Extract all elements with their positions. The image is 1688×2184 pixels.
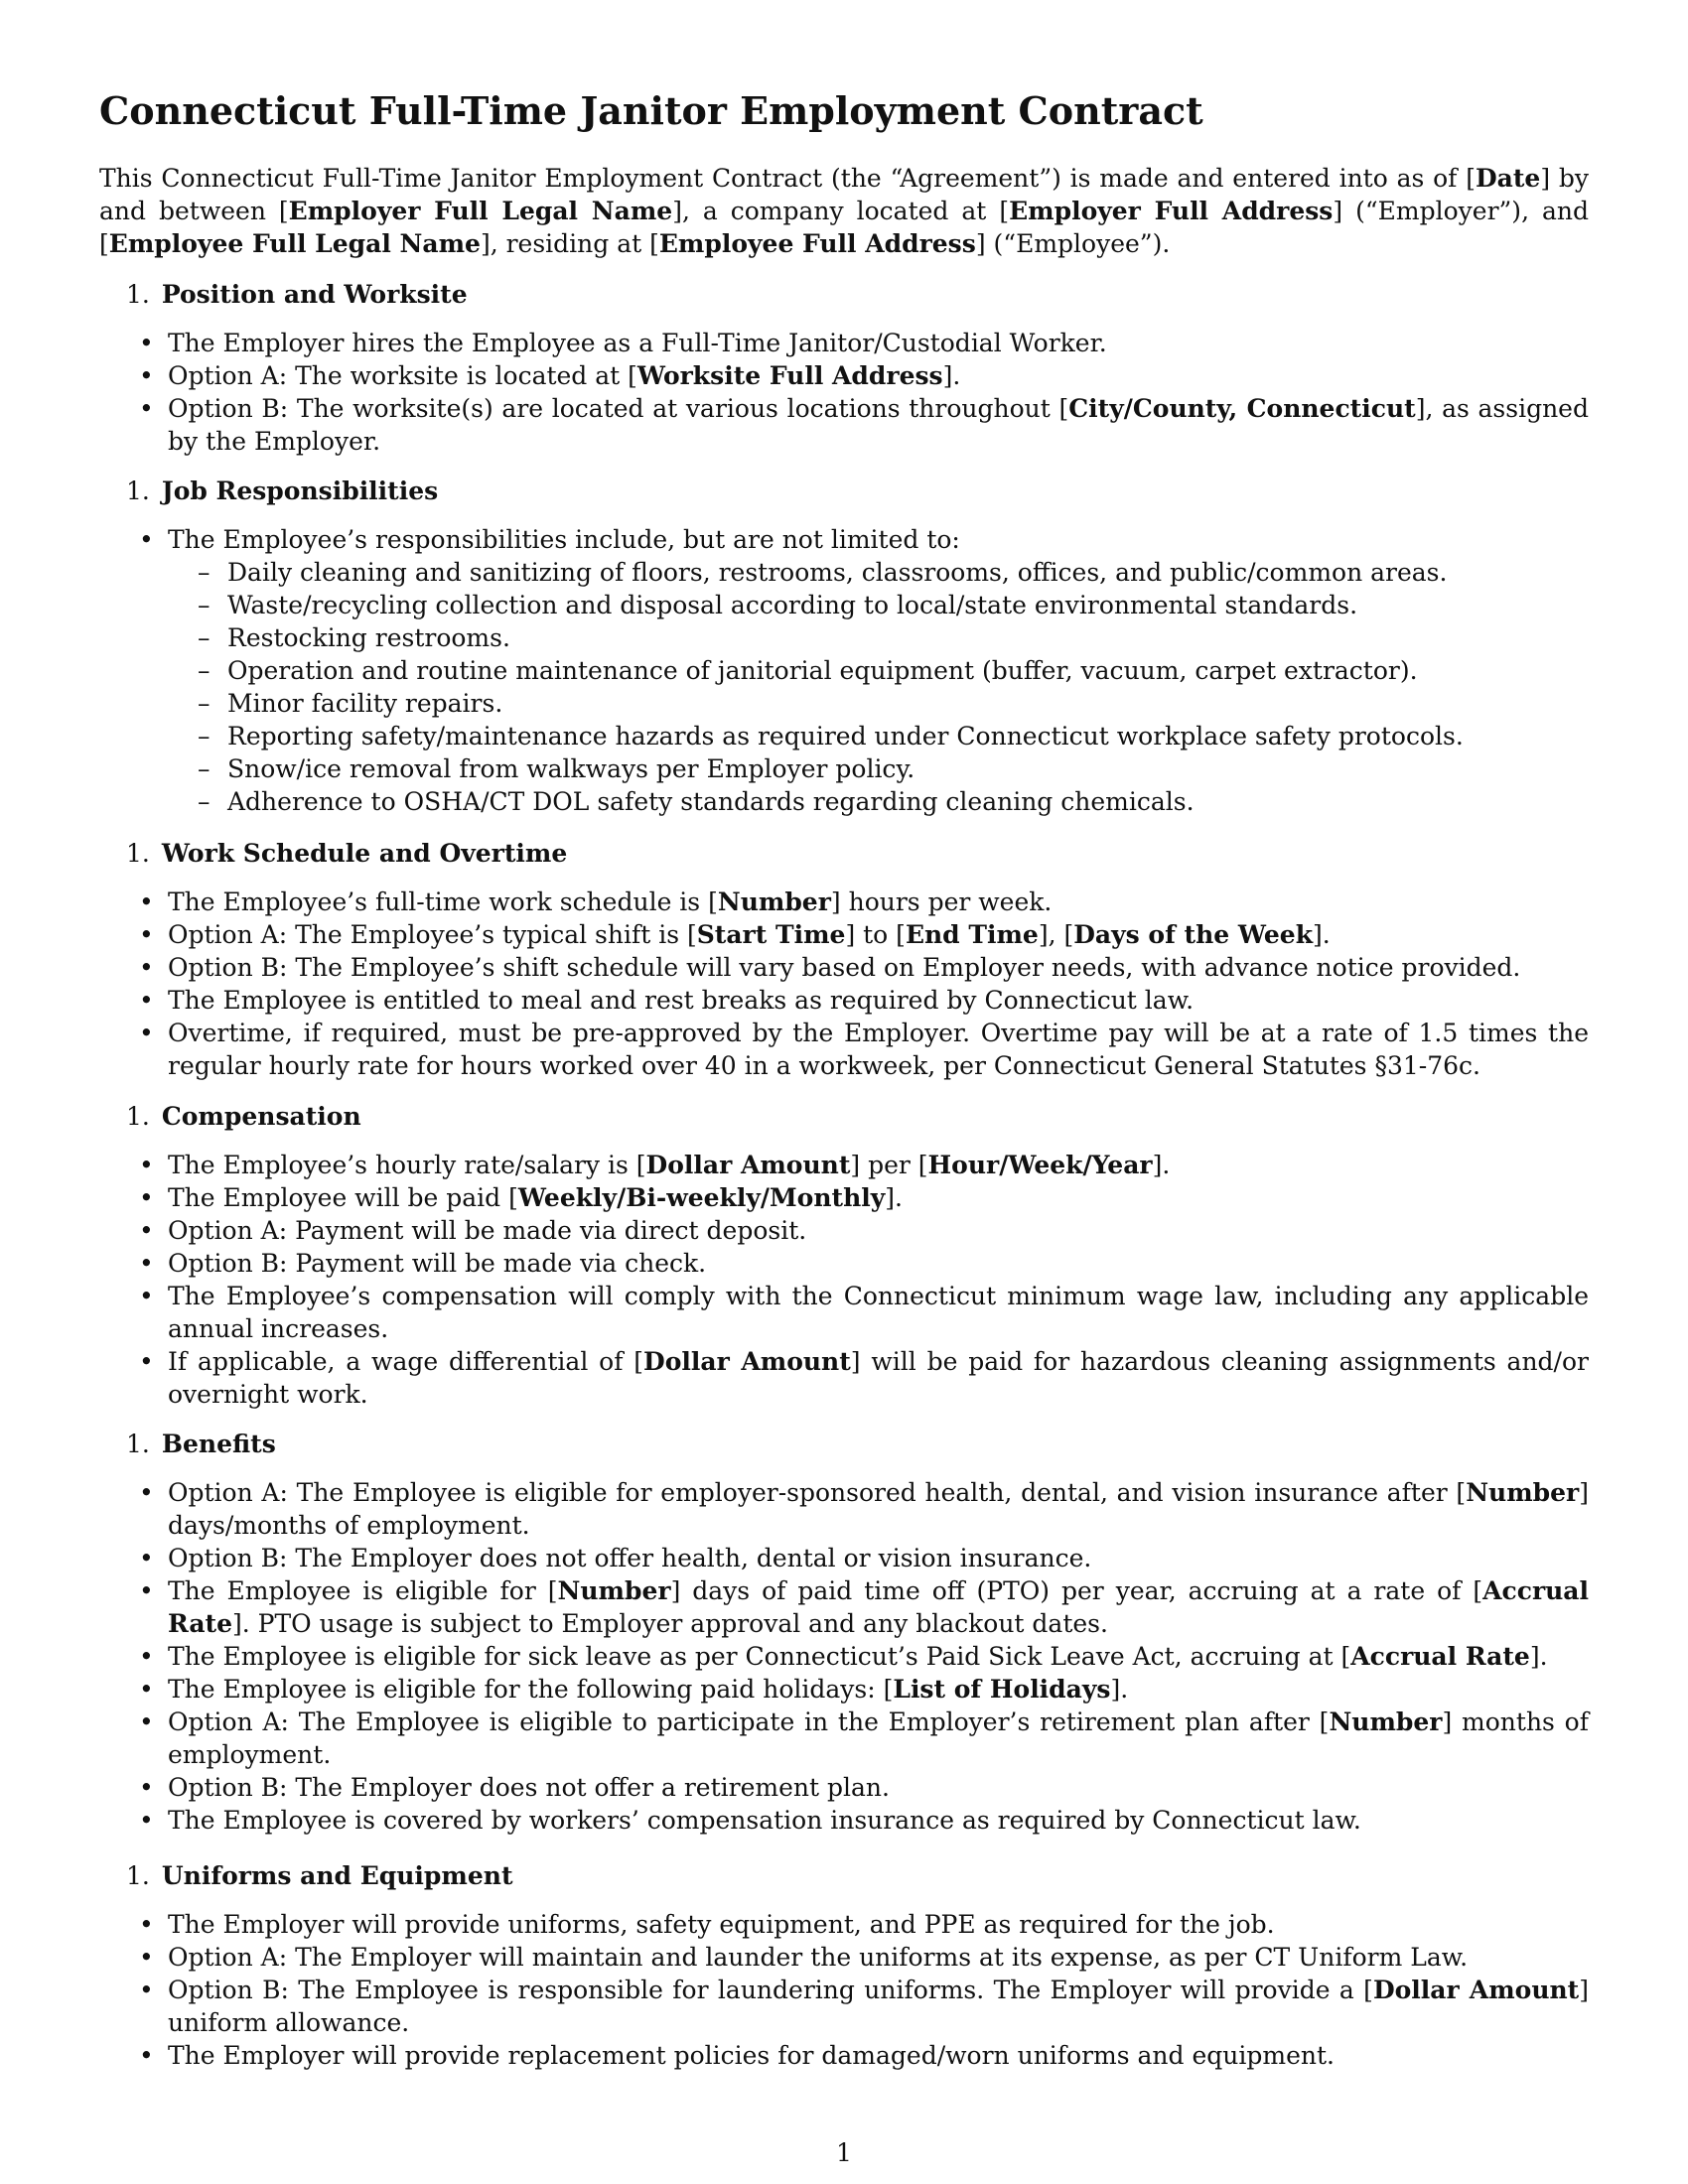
list-item xyxy=(99,1149,1589,1181)
item-placeholder: Accrual Rate xyxy=(1350,1642,1530,1671)
item-text: ] per [ xyxy=(850,1151,928,1179)
item-text: Overtime, if required, must be pre-approved by the Employer. Overtime pay will be at a rate of 1.5 times the regular hourly rate for hours worked over 40 in a workweek, per Connecticut General Statutes §31-76c. xyxy=(168,1019,1589,1080)
placeholder-employee-address: Employee Full Address xyxy=(658,229,976,258)
item-text: ] uniform allowance. xyxy=(168,1976,1589,2037)
item-text: ]. xyxy=(1110,1675,1129,1704)
item-text: ] hours per week. xyxy=(830,887,1053,916)
item-text: Option A: The Employee’s typical shift is [ xyxy=(168,920,697,949)
item-text: The Employer will provide uniforms, safety equipment, and PPE as required for the job. xyxy=(168,1910,1275,1939)
placeholder-employer-name: Employer Full Legal Name xyxy=(288,197,673,225)
item-text: The Employee is entitled to meal and rest breaks as required by Connecticut law. xyxy=(168,986,1195,1015)
item-text: Option A: The worksite is located at [ xyxy=(168,361,637,390)
item-placeholder: Days of the Week xyxy=(1073,920,1314,949)
section-position-worksite xyxy=(99,278,1589,458)
item-text: The Employee is covered by workers’ compensation insurance as required by Connecticut law. xyxy=(168,1806,1361,1835)
section-compensation xyxy=(99,1100,1589,1411)
item-text: ]. PTO usage is subject to Employer approval and any blackout dates. xyxy=(232,1609,1108,1638)
item-placeholder: End Time xyxy=(905,920,1039,949)
item-placeholder: Hour/Week/Year xyxy=(927,1151,1153,1179)
section-title: Uniforms and Equipment xyxy=(161,1861,513,1890)
sub-list-item: – Snow/ice removal from walkways per Employer policy. xyxy=(168,752,1589,785)
section-title: Position and Worksite xyxy=(161,280,468,309)
item-text: The Employer will provide replacement policies for damaged/worn uniforms and equipment. xyxy=(168,2041,1335,2070)
sub-list-item: – Minor facility repairs. xyxy=(168,687,1589,720)
list-item xyxy=(99,1941,1589,1974)
item-text: Option A: The Employee is eligible for employer-sponsored health, dental, and vision insurance after [ xyxy=(168,1478,1467,1507)
document-page xyxy=(99,0,1589,2184)
item-text: ]. xyxy=(885,1183,903,1212)
section-benefits xyxy=(99,1428,1589,1837)
intro-text: ] (“Employee”). xyxy=(975,229,1171,258)
item-text: The Employee’s responsibilities include, but are not limited to: xyxy=(168,525,960,554)
item-placeholder: City/County, Connecticut xyxy=(1068,394,1416,423)
item-text: ]. xyxy=(1152,1151,1171,1179)
section-uniforms-equipment xyxy=(99,1859,1589,2072)
item-placeholder: Dollar Amount xyxy=(645,1151,851,1179)
sub-list-item: – Restocking restrooms. xyxy=(168,621,1589,654)
section-heading xyxy=(99,278,1589,311)
list-item xyxy=(99,1574,1589,1640)
item-text: Option A: Payment will be made via direct deposit. xyxy=(168,1216,807,1245)
placeholder-employer-address: Employer Full Address xyxy=(1009,197,1334,225)
list-item xyxy=(99,1181,1589,1214)
item-text: ] days/months of employment. xyxy=(168,1478,1589,1540)
item-text: ]. xyxy=(1529,1642,1548,1671)
item-text: The Employee will be paid [ xyxy=(168,1183,518,1212)
list-item xyxy=(99,1771,1589,1804)
list-item xyxy=(99,1706,1589,1771)
list-item xyxy=(99,2039,1589,2072)
section-heading xyxy=(99,1428,1589,1460)
intro-text: This Connecticut Full-Time Janitor Employment Contract (the “Agreement”) is made and entered into as of [ xyxy=(99,164,1476,193)
item-text: ]. xyxy=(1313,920,1331,949)
item-text: ] will be paid for hazardous cleaning assignments and/or overnight work. xyxy=(168,1347,1589,1409)
item-placeholder: Worksite Full Address xyxy=(636,361,943,390)
section-work-schedule xyxy=(99,837,1589,1082)
section-title: Job Responsibilities xyxy=(161,477,439,505)
section-heading xyxy=(99,1859,1589,1892)
list-item xyxy=(99,392,1589,458)
section-number: 1. xyxy=(126,839,150,868)
item-placeholder: Number xyxy=(557,1576,671,1605)
item-text: Option B: The Employer does not offer health, dental or vision insurance. xyxy=(168,1544,1092,1572)
document-title: Connecticut Full-Time Janitor Employment Contract xyxy=(99,88,1203,133)
section-heading xyxy=(99,837,1589,870)
intro-text: ], a company located at [ xyxy=(672,197,1010,225)
list-item xyxy=(99,1214,1589,1247)
sub-list-item: – Adherence to OSHA/CT DOL safety standards regarding cleaning chemicals. xyxy=(168,785,1589,818)
list-item xyxy=(99,1908,1589,1941)
bullet-list xyxy=(99,327,1589,458)
item-text: Option B: The Employer does not offer a retirement plan. xyxy=(168,1773,890,1802)
item-text: Option B: The Employee’s shift schedule will vary based on Employer needs, with advance notice provided. xyxy=(168,953,1521,982)
list-item xyxy=(99,984,1589,1017)
sub-list-item: – Operation and routine maintenance of janitorial equipment (buffer, vacuum, carpet extractor). xyxy=(168,654,1589,687)
intro-text: ] (“Employer”), and [ xyxy=(99,197,1589,258)
list-item xyxy=(99,359,1589,392)
list-item xyxy=(99,1247,1589,1280)
list-item xyxy=(99,1345,1589,1411)
bullet-list xyxy=(99,523,1589,818)
list-item xyxy=(99,1673,1589,1706)
item-text: ] to [ xyxy=(845,920,906,949)
section-heading xyxy=(99,1100,1589,1133)
item-placeholder: Number xyxy=(1466,1478,1580,1507)
item-placeholder: Number xyxy=(717,887,831,916)
list-item xyxy=(99,1280,1589,1345)
intro-text: ], residing at [ xyxy=(480,229,659,258)
item-text: The Employee is eligible for [ xyxy=(168,1576,558,1605)
placeholder-date: Date xyxy=(1475,164,1541,193)
bullet-list xyxy=(99,1149,1589,1411)
section-number: 1. xyxy=(126,1102,150,1131)
intro-text: ] by and between [ xyxy=(99,164,1590,225)
placeholder-employee-name: Employee Full Legal Name xyxy=(108,229,481,258)
item-placeholder: List of Holidays xyxy=(893,1675,1111,1704)
list-item xyxy=(99,1476,1589,1542)
item-text: Option B: The worksite(s) are located at various locations throughout [ xyxy=(168,394,1069,423)
list-item xyxy=(99,1017,1589,1082)
item-placeholder: Weekly/Bi-weekly/Monthly xyxy=(517,1183,886,1212)
list-item xyxy=(99,951,1589,984)
item-placeholder: Number xyxy=(1329,1707,1443,1736)
page-number: 1 xyxy=(836,2138,852,2167)
item-text: If applicable, a wage differential of [ xyxy=(168,1347,644,1376)
section-number: 1. xyxy=(126,280,150,309)
item-text: Option A: The Employer will maintain and launder the uniforms at its expense, as per CT Uniform Law. xyxy=(168,1943,1469,1972)
section-job-responsibilities xyxy=(99,475,1589,818)
list-item xyxy=(99,523,1589,818)
list-item xyxy=(99,886,1589,918)
item-text: The Employee is eligible for sick leave as per Connecticut’s Paid Sick Leave Act, accruing at [ xyxy=(168,1642,1351,1671)
item-placeholder: Dollar Amount xyxy=(643,1347,851,1376)
list-item xyxy=(99,1640,1589,1673)
item-text: ] days of paid time off (PTO) per year, accruing at a rate of [ xyxy=(670,1576,1483,1605)
item-text: ]. xyxy=(942,361,961,390)
section-heading xyxy=(99,475,1589,507)
item-text: The Employee’s compensation will comply with the Connecticut minimum wage law, including any applicable annual increases. xyxy=(168,1282,1589,1343)
list-item xyxy=(99,1804,1589,1837)
list-item xyxy=(99,1974,1589,2039)
item-text: ], as assigned by the Employer. xyxy=(168,394,1589,456)
sub-list xyxy=(168,556,1589,818)
item-text: Option A: The Employee is eligible to participate in the Employer’s retirement plan after [ xyxy=(168,1707,1330,1736)
bullet-list xyxy=(99,1908,1589,2072)
item-text: ] months of employment. xyxy=(168,1707,1589,1769)
section-title: Work Schedule and Overtime xyxy=(161,839,568,868)
section-number: 1. xyxy=(126,477,150,505)
section-title: Compensation xyxy=(161,1102,361,1131)
item-placeholder: Accrual Rate xyxy=(168,1576,1589,1638)
list-item xyxy=(99,918,1589,951)
section-number: 1. xyxy=(126,1430,150,1458)
list-item xyxy=(99,1542,1589,1574)
section-number: 1. xyxy=(126,1861,150,1890)
item-text: ], [ xyxy=(1038,920,1074,949)
item-text: The Employee’s hourly rate/salary is [ xyxy=(168,1151,646,1179)
section-title: Benefits xyxy=(161,1430,276,1458)
item-text: Option B: The Employee is responsible for laundering uniforms. The Employer will provide a [ xyxy=(168,1976,1373,2004)
item-text: The Employee is eligible for the following paid holidays: [ xyxy=(168,1675,894,1704)
intro-paragraph xyxy=(99,162,1589,260)
sub-list-item: – Reporting safety/maintenance hazards as required under Connecticut workplace safety protocols. xyxy=(168,720,1589,752)
sub-list-item: – Daily cleaning and sanitizing of floors, restrooms, classrooms, offices, and public/common areas. xyxy=(168,556,1589,589)
sub-list-item: – Waste/recycling collection and disposal according to local/state environmental standards. xyxy=(168,589,1589,621)
list-item xyxy=(99,327,1589,359)
bullet-list xyxy=(99,1476,1589,1837)
item-placeholder: Dollar Amount xyxy=(1372,1976,1580,2004)
item-text: The Employee’s full-time work schedule is [ xyxy=(168,887,718,916)
item-text: The Employer hires the Employee as a Full-Time Janitor/Custodial Worker. xyxy=(168,329,1107,357)
item-placeholder: Start Time xyxy=(696,920,846,949)
bullet-list xyxy=(99,886,1589,1082)
item-text: Option B: Payment will be made via check. xyxy=(168,1249,707,1278)
